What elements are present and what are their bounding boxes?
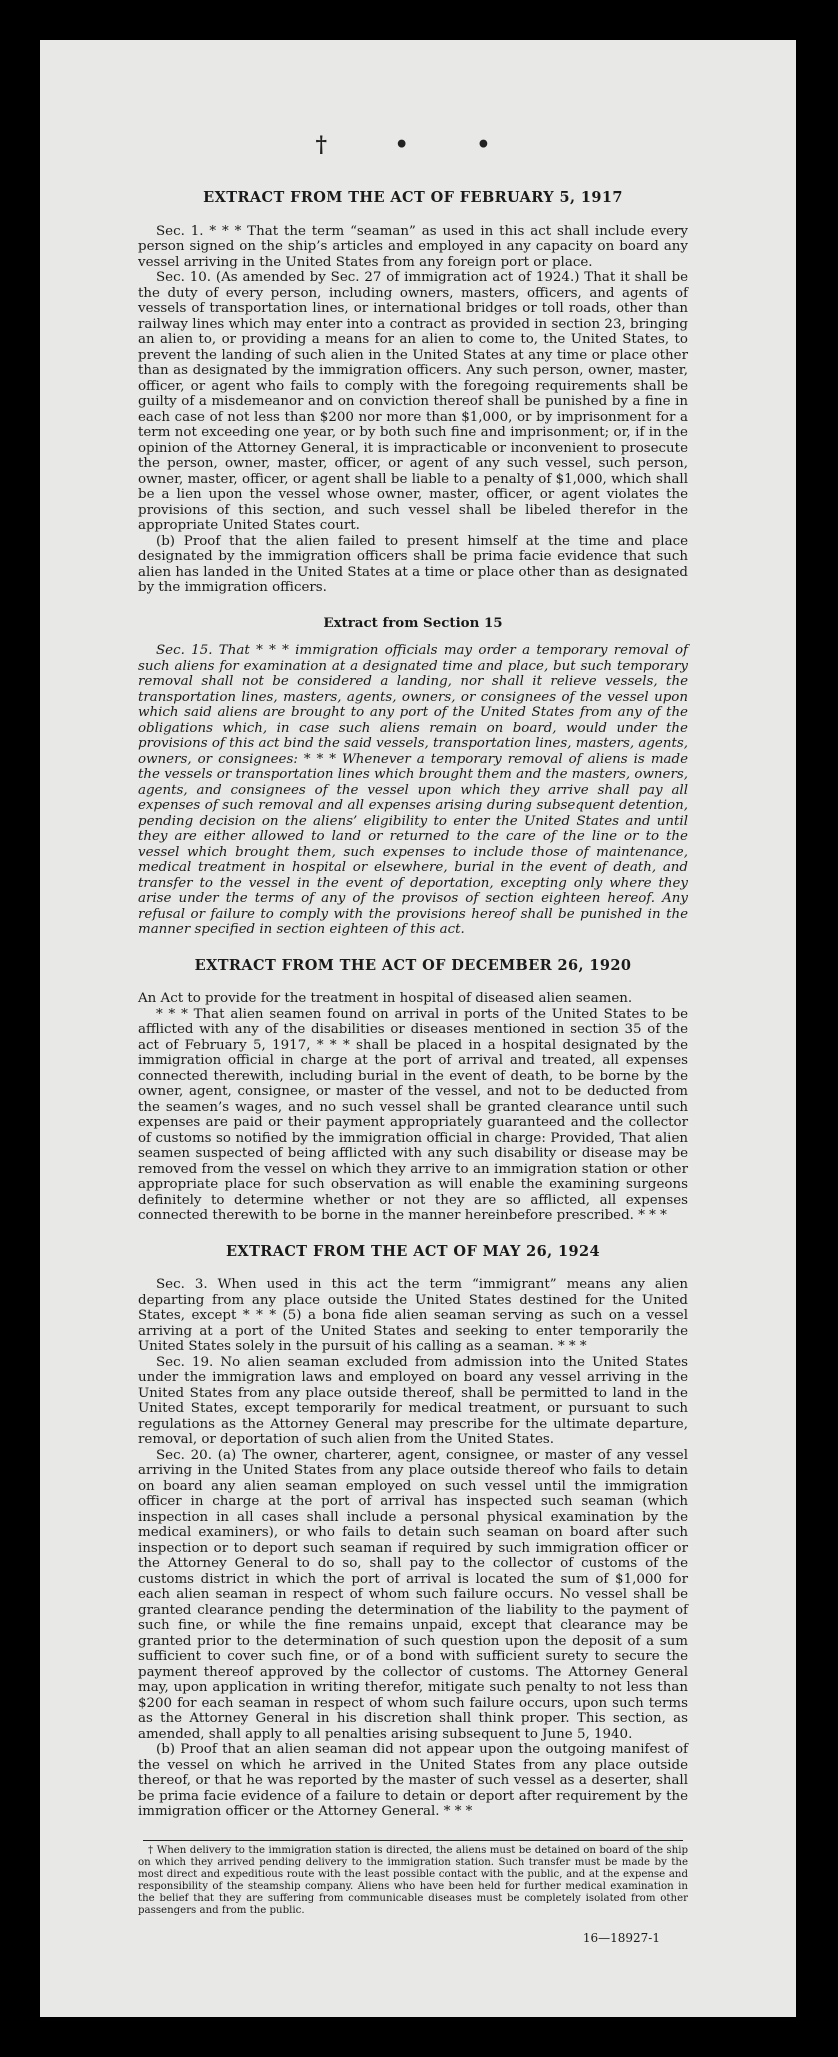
paragraph: Sec. 3. When used in this act the term “immigrant” means any alien departing from any place outside the United States destined for the United States, except * * * (5) a bona fide alien seaman serving as such on a vessel arriving at a port of the United States and seeking to enter temporarily the United States solely in the pursuit of his calling as a seaman. * * * (138, 1277, 688, 1354)
header-marks: † • • (315, 132, 521, 158)
footnote-divider (143, 1840, 683, 1841)
paragraph: Sec. 19. No alien seaman excluded from admission into the United States under the immigration laws and employed on board any vessel arriving in the United States from any place outside thereof, shall be permitted to land in the United States, except temporarily for medical treatment, or pursuant to such regulations as the Attorney General may prescribe for the ultimate departure, removal, or deportation of such alien from the United States. (138, 1354, 688, 1447)
paragraph: Sec. 10. (As amended by Sec. 27 of immigration act of 1924.) That it shall be the duty of every person, including owners, masters, officers, and agents of vessels of transportation lines, or international bridges or toll roads, other than railway lines which may enter into a contract as provided in section 23, bringing an alien to, or providing a means for an alien to come to, the United States, to prevent the landing of such alien in the United States at any time or place other than as designated by the immigration officers. Any such person, owner, master, officer, or agent who fails to comply with the foregoing requirements shall be guilty of a misdemeanor and on conviction thereof shall be punished by a fine in each case of not less than $200 nor more than $1,000, or by imprisonment for a term not exceeding one year, or by both such fine and imprisonment; or, if in the opinion of the Attorney General, it is impracticable or inconvenient to prosecute the person, owner, master, officer, or agent of any such vessel, such person, owner, master, officer, or agent shall be liable to a penalty of $1,000, which shall be a lien upon the vessel whose owner, master, officer, or agent violates the provisions of this section, and such vessel shall be libeled therefor in the appropriate United States court. (138, 270, 688, 533)
heading-section-15: Extract from Section 15 (323, 614, 503, 631)
section-1917 (138, 190, 688, 596)
heading-act-1917: EXTRACT FROM THE ACT OF FEBRUARY 5, 1917 (203, 189, 623, 206)
footnote: † When delivery to the immigration station is directed, the aliens must be detained on board of the ship on which they arrived pending delivery to the immigration station. Such transfer must be made by the most direct and expeditious route with the least possible contact with the public, and at the expense and responsibility of the steamship company. Aliens who have been held for further medical examination in the belief that they are suffering from communicable diseases must be completely isolated from other passengers and from the public. (138, 1844, 688, 1916)
section-1920 (138, 958, 688, 1224)
paragraph: * * * That alien seamen found on arrival in ports of the United States to be afflicted with any of the disabilities or diseases mentioned in section 35 of the act of February 5, 1917, * * * shall be placed in a hospital designated by the immigration official in charge at the port of arrival and treated, all expenses connected therewith, including burial in the event of death, to be borne by the owner, agent, consignee, or master of the vessel, and not to be deducted from the seamen’s wages, and no such vessel shall be granted clearance until such expenses are paid or their payment appropriately guaranteed and the collector of customs so notified by the immigration official in charge: Provided, That alien seamen suspected of being afflicted with any such disability or disease may be removed from the vessel on which they arrive to an immigration station or other appropriate place for such observation as will enable the examining surgeons definitely to determine whether or not they are so afflicted, all expenses connected therewith to be borne in the manner hereinbefore prescribed. * * * (138, 1006, 688, 1223)
heading-act-1920: EXTRACT FROM THE ACT OF DECEMBER 26, 1920 (194, 956, 632, 974)
paragraph: An Act to provide for the treatment in hospital of diseased alien seamen. (138, 991, 633, 1006)
section-1924 (138, 1244, 688, 1820)
section-15-extract (138, 616, 688, 938)
document-page (40, 40, 796, 2017)
form-code: 16—18927-1 (582, 1930, 660, 1945)
paragraph: Sec. 15. That * * * immigration officials may order a temporary removal of such aliens for examination at a designated time and place, but such temporary removal shall not be considered a landing, nor shall it relieve vessels, the transportation lines, masters, agents, owners, or consignees of the vessel upon which said aliens are brought to any port of the United States from any of the obligations which, in case such aliens remain on board, would under the provisions of this act bind the said vessels, transportation lines, masters, agents, owners, or consignees: * * * Whenever a temporary removal of aliens is made the vessels or transportation lines which brought them and the masters, owners, agents, and consignees of the vessel upon which they arrive shall pay all expenses of such removal and all expenses arising during subsequent detention, pending decision on the aliens’ eligibility to enter the United States and until they are either allowed to land or returned to the care of the line or to the vessel which brought them, such expenses to include those of maintenance, medical treatment in hospital or elsewhere, burial in the event of death, and transfer to the vessel in the event of deportation, excepting only where they arise under the terms of any of the provisos of section eighteen hereof. Any refusal or failure to comply with the provisions hereof shall be punished in the manner specified in section eighteen of this act. (138, 643, 688, 937)
paragraph: Sec. 1. * * * That the term “seaman” as used in this act shall include every person signed on the ship’s articles and employed in any capacity on board any vessel arriving in the United States from any foreign port or place. (138, 223, 688, 270)
paragraph: Sec. 20. (a) The owner, charterer, agent, consignee, or master of any vessel arriving in the United States from any place outside thereof who fails to detain on board any alien seaman employed on such vessel until the immigration officer in charge at the port of arrival has inspected such seaman (which inspection in all cases shall include a personal physical examination by the medical examiners), or who fails to detain such seaman on board after such inspection or to deport such seaman if required by such immigration officer or the Attorney General to do so, shall pay to the collector of customs of the customs district in which the port of arrival is located the sum of $1,000 for each alien seaman in respect of whom such failure occurs. No vessel shall be granted clearance pending the determination of the liability to the payment of such fine, or while the fine remains unpaid, except that clearance may be granted prior to the determination of such question upon the deposit of a sum sufficient to cover such fine, or of a bond with sufficient surety to secure the payment thereof approved by the collector of customs. The Attorney General may, upon application in writing therefor, mitigate such penalty to not less than $200 for each seaman in respect of whom such failure occurs, upon such terms as the Attorney General in his discretion shall think proper. This section, as amended, shall apply to all penalties arising subsequent to June 5, 1940. (138, 1447, 688, 1742)
document-body (138, 190, 688, 1946)
paragraph: (b) Proof that an alien seaman did not appear upon the outgoing manifest of the vessel on which he arrived in the United States from any place outside thereof, or that he was reported by the master of such vessel as a deserter, shall be prima facie evidence of a failure to detain or deport after requirement by the immigration officer or the Attorney General. * * * (138, 1742, 688, 1819)
paragraph: (b) Proof that the alien failed to present himself at the time and place designated by the immigration officers shall be prima facie evidence that such alien has landed in the United States at a time or place other than as designated by the immigration officers. (138, 533, 688, 595)
heading-act-1924: EXTRACT FROM THE ACT OF MAY 26, 1924 (225, 1242, 601, 1260)
